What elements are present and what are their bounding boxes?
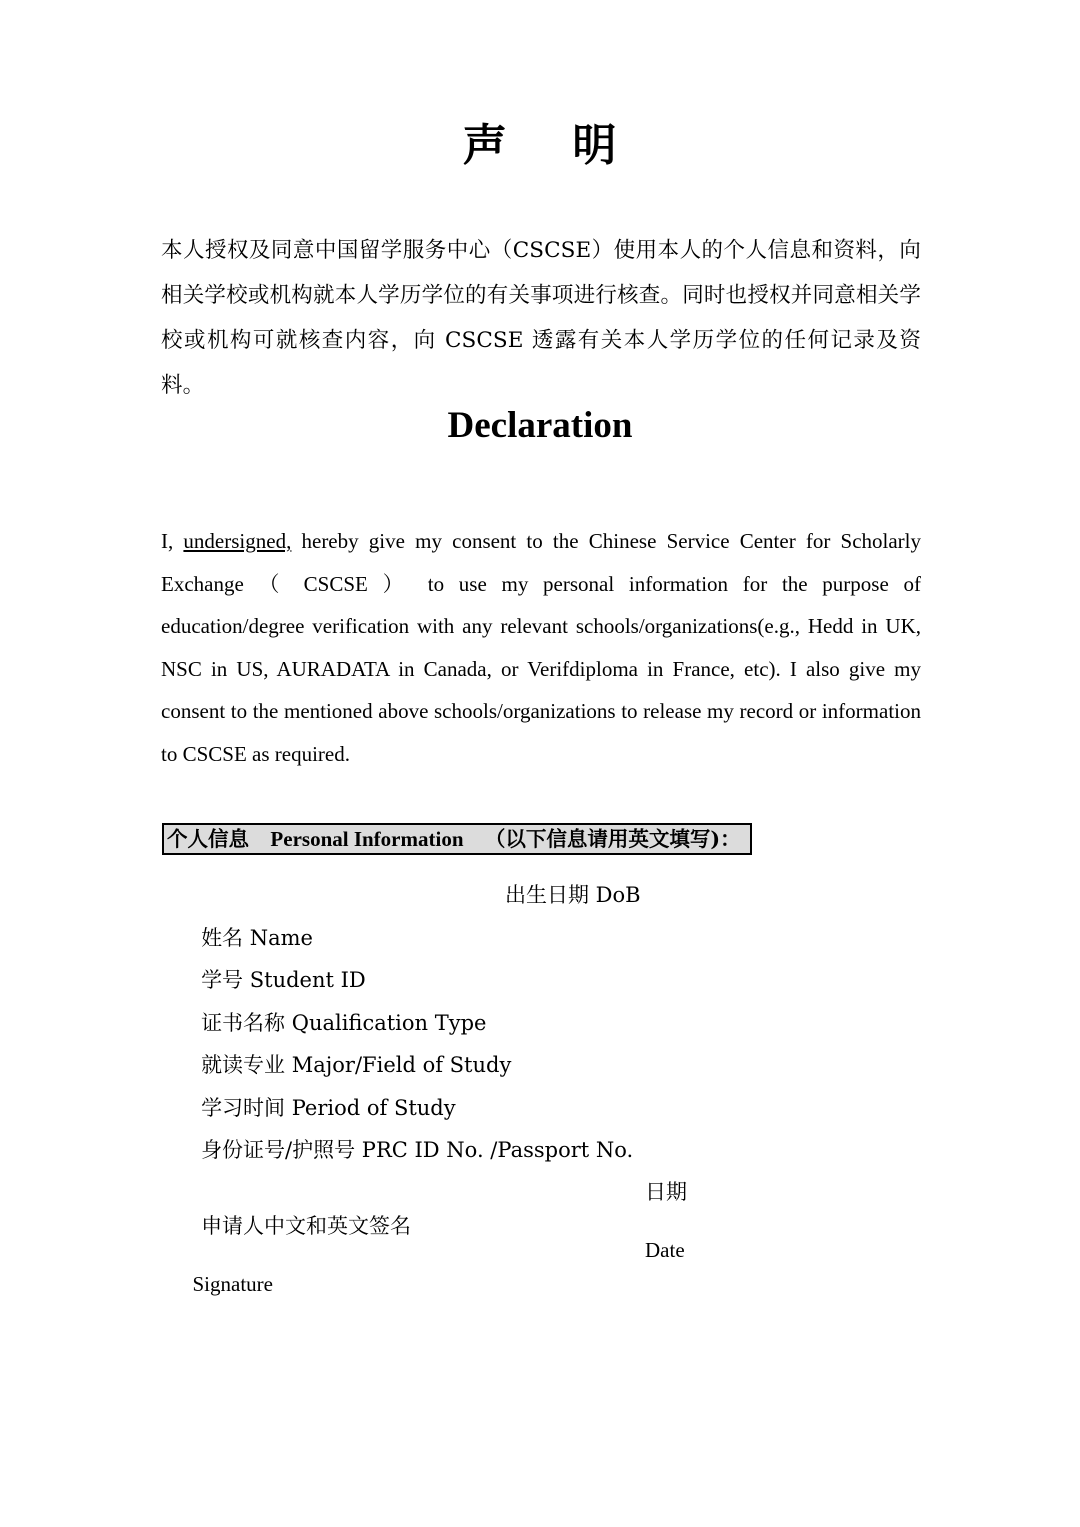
field-label-id-passport: 身份证号/护照号 PRC ID No. /Passport No. — [201, 1138, 634, 1162]
signature-label-en: Signature — [192, 1272, 273, 1296]
field-row-major — [161, 1002, 941, 1077]
personal-info-header-note: （以下信息请用英文填写)： — [484, 826, 741, 851]
date-label-cn: 日期 — [645, 1180, 687, 1204]
personal-info-header-en: Personal Information — [270, 826, 464, 851]
field-label-student-id: 学号 Student ID — [201, 968, 366, 992]
header-spacer-2 — [464, 829, 485, 850]
field-row-qualification-type — [161, 959, 941, 1035]
declaration-text-rest: hereby give my consent to the Chinese Service Center for Scholarly Exchange （ CSCSE ） to use my personal information for the purpose of education/degree verification with any relevant schools/organizations(e.g., Hedd in UK, NSC in US, AURADATA in Canada, or Verifdiploma in France, etc). I also give my consent to the mentioned above schools/organizations to release my record or information to CSCSE as required. — [161, 529, 921, 766]
field-row-name — [161, 874, 941, 950]
english-title: Declaration — [447, 405, 633, 446]
chinese-declaration-paragraph: 本人授权及同意中国留学服务中心（CSCSE）使用本人的个人信息和资料，向相关学校或机构就本人学历学位的有关事项进行核查。同时也授权并同意相关学校或机构可就核查内容，向 CSCSE 透露有关本人学历学位的任何记录及资料。 — [161, 238, 921, 398]
field-label-dob: 出生日期 DoB — [505, 883, 641, 907]
chinese-title: 声 明 — [462, 120, 618, 171]
field-label-name: 姓名 Name — [201, 925, 313, 950]
personal-info-header-cn: 个人信息 — [167, 826, 249, 851]
declaration-text-lead: I, — [161, 529, 184, 553]
signature-row-english — [161, 1233, 941, 1296]
field-row-id-passport — [161, 1087, 941, 1162]
header-spacer-1 — [249, 829, 270, 850]
english-declaration-paragraph — [161, 520, 921, 775]
field-label-qualification-type: 证书名称 Qualification Type — [201, 1010, 487, 1035]
field-row-period-of-study — [161, 1044, 941, 1120]
personal-information-header-box — [162, 823, 752, 855]
signature-label-cn: 申请人中文和英文签名 — [201, 1214, 412, 1238]
field-row-student-id — [161, 917, 941, 992]
signature-row-chinese — [161, 1175, 941, 1238]
field-label-period-of-study: 学习时间 Period of Study — [201, 1095, 456, 1120]
undersigned-underlined-text: undersigned, — [183, 529, 292, 553]
field-label-major: 就读专业 Major/Field of Study — [201, 1053, 512, 1077]
personal-information-fields — [161, 874, 941, 1162]
date-label-en: Date — [645, 1238, 685, 1262]
signature-section — [161, 1175, 941, 1296]
